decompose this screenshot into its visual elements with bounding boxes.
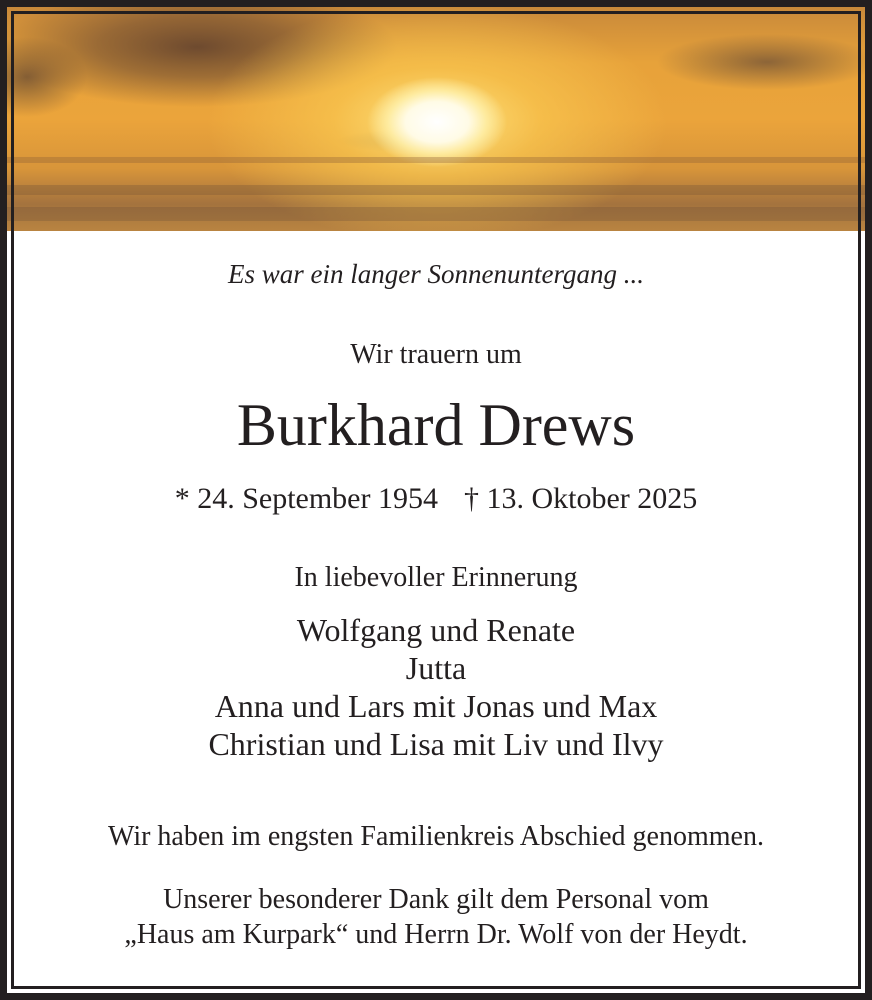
mourner-line: Wolfgang und Renate bbox=[296, 612, 576, 648]
thanks-line: Unserer besonderer Dank gilt dem Personal vom bbox=[163, 884, 709, 915]
birth-date: 24. September 1954 bbox=[197, 482, 438, 515]
mourner-line: Jutta bbox=[405, 650, 467, 686]
motto: Es war ein langer Sonnenuntergang ... bbox=[228, 259, 644, 289]
inner-frame-border bbox=[11, 11, 861, 989]
death-cross-icon: † bbox=[463, 482, 479, 515]
deceased-name: Burkhard Drews bbox=[236, 392, 636, 458]
obituary-notice bbox=[7, 7, 865, 993]
birth-star-icon: * bbox=[174, 482, 190, 515]
mourner-line: Anna und Lars mit Jonas und Max bbox=[214, 688, 658, 724]
mourner-line: Christian und Lisa mit Liv und Ilvy bbox=[208, 726, 664, 762]
death-date: 13. Oktober 2025 bbox=[486, 482, 698, 515]
thanks-line: „Haus am Kurpark“ und Herrn Dr. Wolf von der Heydt. bbox=[124, 919, 748, 950]
farewell-text: Wir haben im engsten Familienkreis Abschied genommen. bbox=[108, 821, 764, 852]
remembrance-text: In liebevoller Erinnerung bbox=[294, 562, 578, 593]
intro-text: Wir trauern um bbox=[350, 339, 522, 370]
